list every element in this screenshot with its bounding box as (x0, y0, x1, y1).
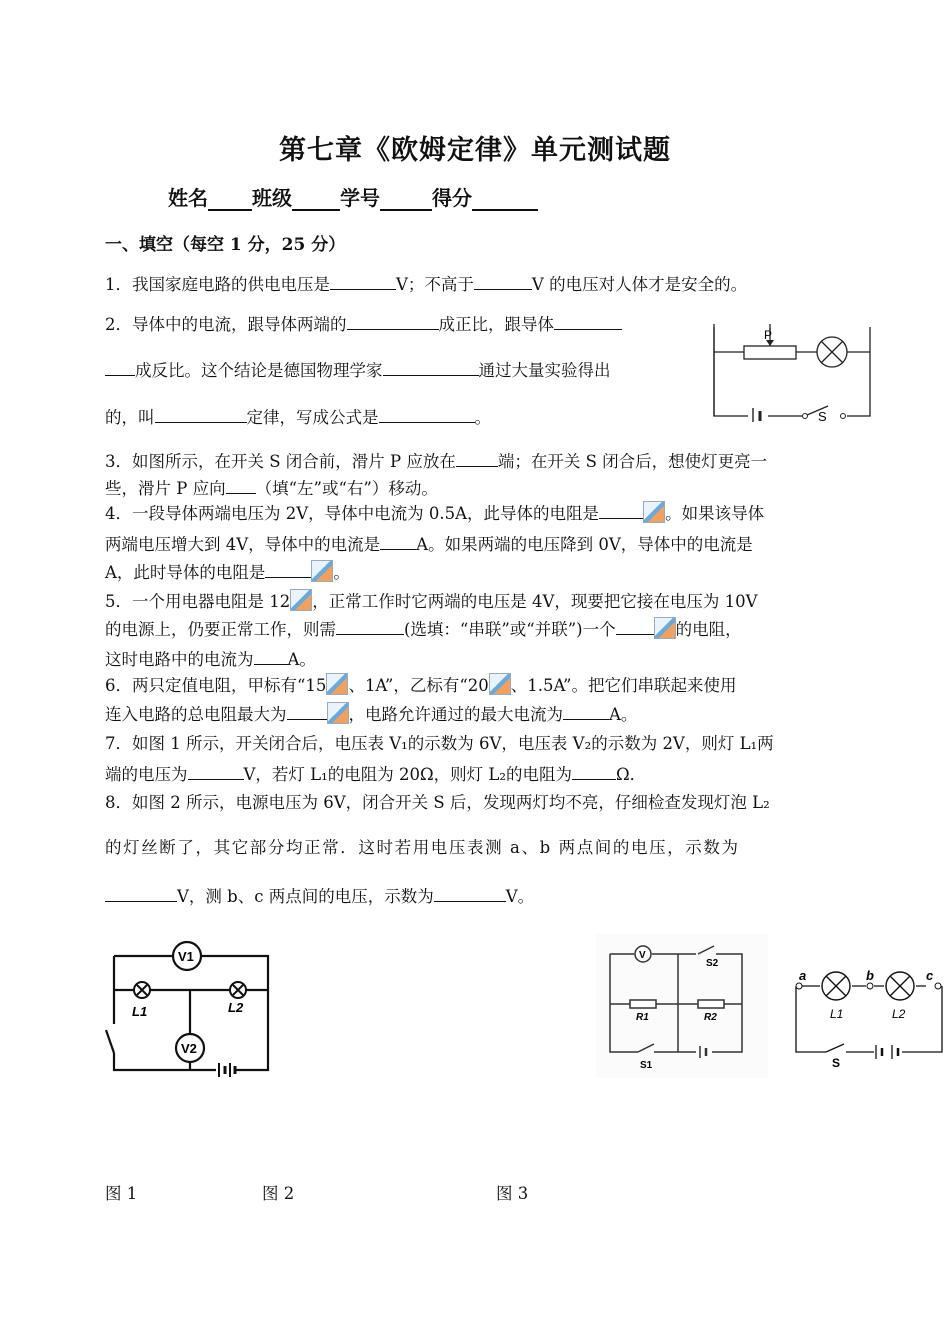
ohm-symbol-icon (489, 673, 511, 695)
fig3-l1-label: L1 (830, 1007, 844, 1021)
question-7-line-1: 7．如图 1 所示，开关闭合后，电压表 V₁的示数为 6V，电压表 V₂的示数为 2V，则灯 L₁两 (105, 734, 774, 753)
class-label: 班级 (252, 186, 292, 210)
question-4-line-2: 两端电压增大到 4V，导体中的电流是 A。如果两端的电压降到 0V，导体中的电流是 (105, 532, 753, 556)
question-8-line-3: V，测 b、c 两点间的电压，示数为 V。 (105, 884, 534, 908)
fig3-a-label: a (799, 968, 807, 983)
name-label: 姓名 (168, 186, 208, 210)
question-5-line-3: 这时电路中的电流为 A。 (105, 647, 316, 671)
ohm-symbol-icon (643, 501, 665, 523)
fig1-v2-label: V2 (181, 1041, 197, 1056)
section-heading: 一、填空（每空 1 分，25 分） (105, 235, 346, 255)
ohm-symbol-icon (290, 589, 312, 611)
fig1-v1-label: V1 (178, 949, 194, 964)
ohm-symbol-icon (654, 617, 676, 639)
question-8-line-2: 的灯丝断了，其它部分均正常．这时若用电压表测 a、b 两点间的电压，示数为 (105, 838, 740, 857)
fig1-l1-label: L1 (132, 1004, 148, 1019)
question-4-line-1: 4．一段导体两端电压为 2V，导体中电流为 0.5A，此导体的电阻是 。如果该导体 (105, 501, 764, 525)
student-info-line (168, 182, 538, 211)
fig3-b-label: b (866, 968, 874, 983)
question-2-line-2: 成反比。这个结论是德国物理学家 通过大量实验得出 (105, 358, 611, 382)
question-2-line-3: 的，叫 定律，写成公式是 。 (105, 405, 491, 429)
fig2-r1-label: R1 (636, 1012, 649, 1023)
question-4-line-3: A，此时导体的电阻是 。 (105, 560, 350, 584)
figure-1-circuit (104, 938, 276, 1078)
class-blank (292, 187, 340, 211)
fig2-s2-label: S2 (706, 958, 719, 969)
figure-2-circuit (596, 934, 768, 1078)
figure-1-caption: 图 1 (105, 1184, 138, 1203)
question-1: 1．我国家庭电路的供电电压是 V；不高于 V 的电压对人体才是安全的。 (105, 272, 747, 296)
fig3-l2-label: L2 (892, 1007, 906, 1021)
slider-circuit-diagram (708, 318, 876, 422)
question-5-line-2: 的电源上，仍要正常工作，则需 (选填：“串联”或“并联”)一个 的电阻， (105, 617, 742, 641)
figure-3-circuit (790, 966, 946, 1070)
question-6-line-1: 6．两只定值电阻，甲标有“15 、1A”，乙标有“20 、1.5A”。把它们串联起来使用 (105, 673, 736, 697)
id-blank (380, 187, 432, 211)
score-blank (472, 187, 538, 211)
question-7-line-2: 端的电压为 V，若灯 L₁的电阻为 20Ω，则灯 L₂的电阻为 Ω． (105, 762, 646, 786)
ohm-symbol-icon (327, 702, 349, 724)
fig2-r2-label: R2 (704, 1012, 717, 1023)
fig1-l2-label: L2 (228, 1000, 244, 1015)
slider-p-label: P (764, 328, 773, 342)
name-blank (208, 187, 252, 211)
id-label: 学号 (340, 186, 380, 210)
question-3-line-2: 些，滑片 P 应向 （填“左”或“右”）移动。 (105, 476, 438, 500)
question-3-line-1: 3．如图所示，在开关 S 闭合前，滑片 P 应放在 端；在开关 S 闭合后，想使灯更亮一 (105, 449, 767, 473)
fig2-v-label: V (639, 950, 646, 961)
fig3-c-label: c (926, 968, 934, 983)
score-label: 得分 (432, 186, 472, 210)
fig3-s-label: S (832, 1056, 841, 1070)
switch-s-label: S (818, 409, 827, 422)
question-2-line-1: 2．导体中的电流，跟导体两端的 成正比，跟导体 (105, 312, 622, 336)
question-8-line-1: 8．如图 2 所示，电源电压为 6V，闭合开关 S 后，发现两灯均不亮，仔细检查发现灯泡 L₂ (105, 793, 770, 812)
ohm-symbol-icon (311, 560, 333, 582)
ohm-symbol-icon (326, 673, 348, 695)
question-6-line-2: 连入电路的总电阻最大为 ，电路允许通过的最大电流为 A。 (105, 702, 637, 726)
page-title: 第七章《欧姆定律》单元测试题 (279, 135, 671, 166)
figure-3-caption: 图 3 (496, 1184, 529, 1203)
question-5-line-1: 5．一个用电器电阻是 12 ，正常工作时它两端的电压是 4V，现要把它接在电压为 10V (105, 589, 758, 613)
figure-2-caption: 图 2 (262, 1184, 295, 1203)
fig2-s1-label: S1 (640, 1060, 653, 1071)
